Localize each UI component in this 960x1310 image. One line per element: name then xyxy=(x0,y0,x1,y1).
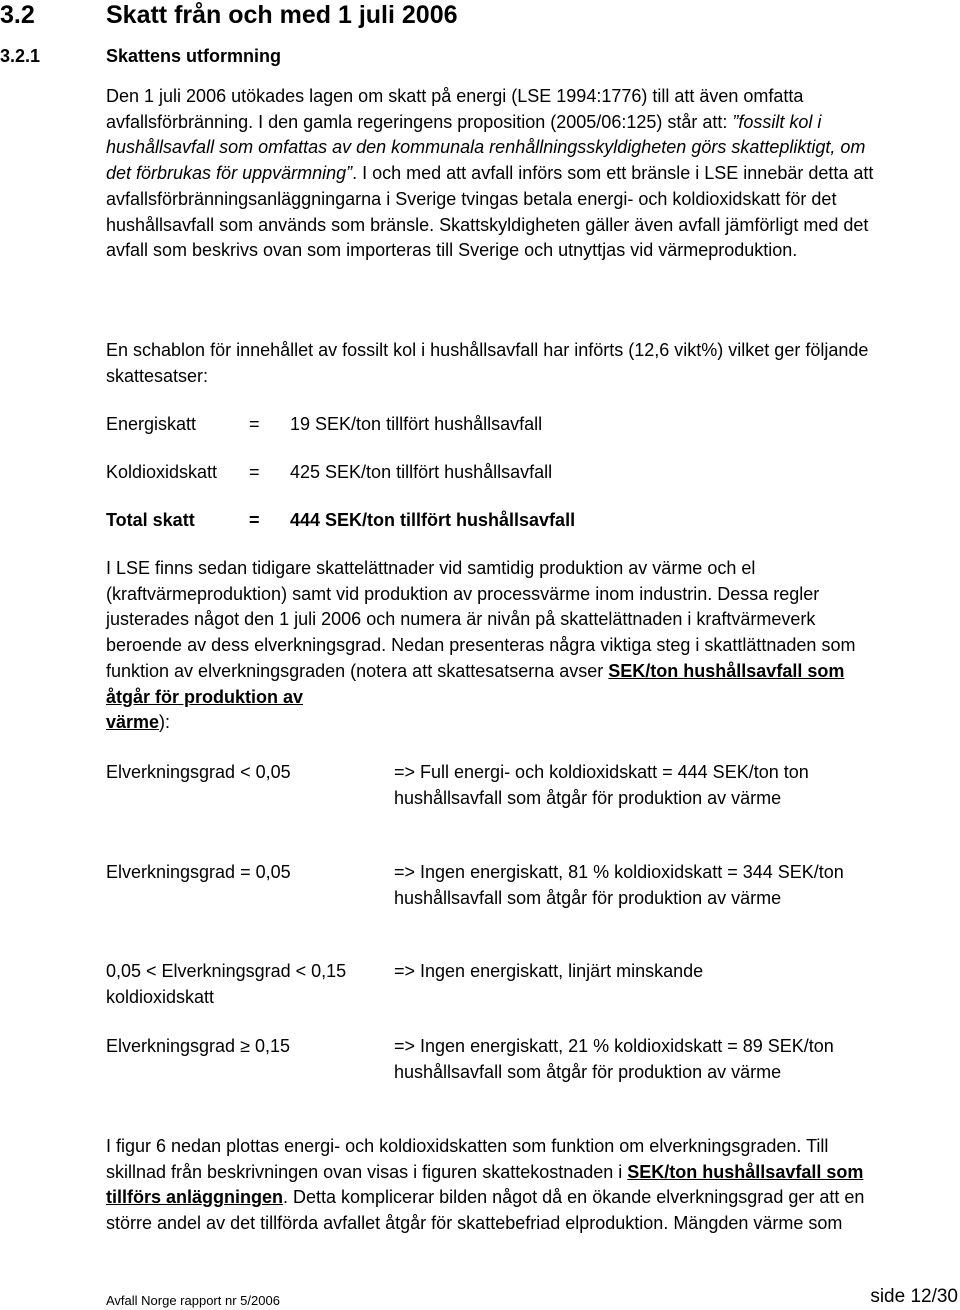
unit-emphasis: SEK/ton hushållsavfall som åtgår för produktion av xyxy=(106,660,845,707)
step-condition: Elverkningsgrad = 0,05 xyxy=(106,862,291,882)
tax-eq: = xyxy=(249,510,260,530)
step-condition: Elverkningsgrad < 0,05 xyxy=(106,762,291,782)
footer-report: Avfall Norge rapport nr 5/2006 xyxy=(106,1293,280,1308)
tax-eq: = xyxy=(249,414,260,434)
tax-eq: = xyxy=(249,462,260,482)
subsection-number: 3.2.1 xyxy=(0,46,41,66)
subsection-title: Skattens utformning xyxy=(106,46,282,66)
tax-name: Koldioxidskatt xyxy=(106,462,218,482)
tax-value: 425 SEK/ton tillfört hushållsavfall xyxy=(290,462,553,482)
step-result: => Ingen energiskatt, 81 % koldioxidskatt = 344 SEK/ton hushållsavfall som åtgår för produktion av värme xyxy=(394,862,844,908)
unit-emphasis-2: värme xyxy=(106,712,160,733)
tax-value: 19 SEK/ton tillfört hushållsavfall xyxy=(290,414,543,434)
step-condition: 0,05 < Elverkningsgrad < 0,15 koldioxidskatt xyxy=(106,961,347,1007)
unit-emphasis: SEK/ton hushållsavfall som tillförs anläggningen xyxy=(106,1161,864,1208)
tax-name: Energiskatt xyxy=(106,414,197,434)
subsection-heading xyxy=(0,44,281,68)
section-heading xyxy=(0,0,458,30)
paragraph-kraftvarme xyxy=(106,556,876,736)
paragraph-figure xyxy=(106,1134,876,1237)
paragraph-text: I figur 6 nedan plottas energi- och koldioxidskatten som funktion om elverkningsgraden. Till skillnad från beskrivningen ovan visas i figuren skattekostnaden i xyxy=(106,1136,829,1182)
paragraph-text: Den 1 juli 2006 utökades lagen om skatt på energi (LSE 1994:1776) till att även omfatta avfallsförbränning. I den gamla regeringens proposition (2005/06:125) står att: xyxy=(106,86,804,132)
paragraph-text: . I och med att avfall införs som ett bränsle i LSE innebär detta att avfallsförbränningsanläggningarna i Sverige tvingas betala energi- och koldioxidskatt för det hushållsavfall som används som bränsle. Skattskyldigheten gäller även avfall jämförligt med det avfall som beskrivs ovan som importeras till Sverige och utnyttjas vid värmeproduktion. xyxy=(106,163,874,261)
paragraph-schablon: En schablon för innehållet av fossilt kol i hushållsavfall har införts (12,6 vikt%) vilket ger följande skattesatser: xyxy=(106,340,869,386)
step-condition: Elverkningsgrad ≥ 0,15 xyxy=(106,1036,290,1056)
paragraph-text: ): xyxy=(159,712,171,733)
paragraph-text: . Detta komplicerar bilden något då en ökande elverkningsgrad ger att en större andel av det tillförda avfallet åtgår för skattebefriad elproduktion. Mängden värme som xyxy=(106,1187,865,1234)
section-title: Skatt från och med 1 juli 2006 xyxy=(106,1,458,29)
tax-name: Total skatt xyxy=(106,510,195,530)
step-result: => Ingen energiskatt, linjärt minskande xyxy=(394,961,704,981)
section-number: 3.2 xyxy=(0,1,35,29)
step-result: => Ingen energiskatt, 21 % koldioxidskatt = 89 SEK/ton hushållsavfall som åtgår för produktion av värme xyxy=(394,1036,834,1082)
proposition-quote: ”fossilt kol i hushållsavfall som omfattas av den kommunala renhållningsskyldigheten görs skattepliktigt, om det förbrukas för uppvärmning” xyxy=(106,111,866,184)
paragraph-intro xyxy=(106,84,876,264)
step-result: => Full energi- och koldioxidskatt = 444 SEK/ton ton hushållsavfall som åtgår för produktion av värme xyxy=(394,762,809,808)
footer-page-number: side 12/30 xyxy=(870,1286,958,1307)
tax-value: 444 SEK/ton tillfört hushållsavfall xyxy=(290,510,576,530)
paragraph-text: I LSE finns sedan tidigare skattelättnader vid samtidig produktion av värme och el (kraftvärmeproduktion) samt vid produktion av processvärme inom industrin. Dessa regler justerades något den 1 juli 2006 och numera är nivån på skattelättnaden i kraftvärmeverk beroende av dess elverkningsgrad. Nedan presenteras några viktiga steg i skattlättnaden som funktion av elverkningsgraden (notera att skattesatserna avser xyxy=(106,558,856,681)
